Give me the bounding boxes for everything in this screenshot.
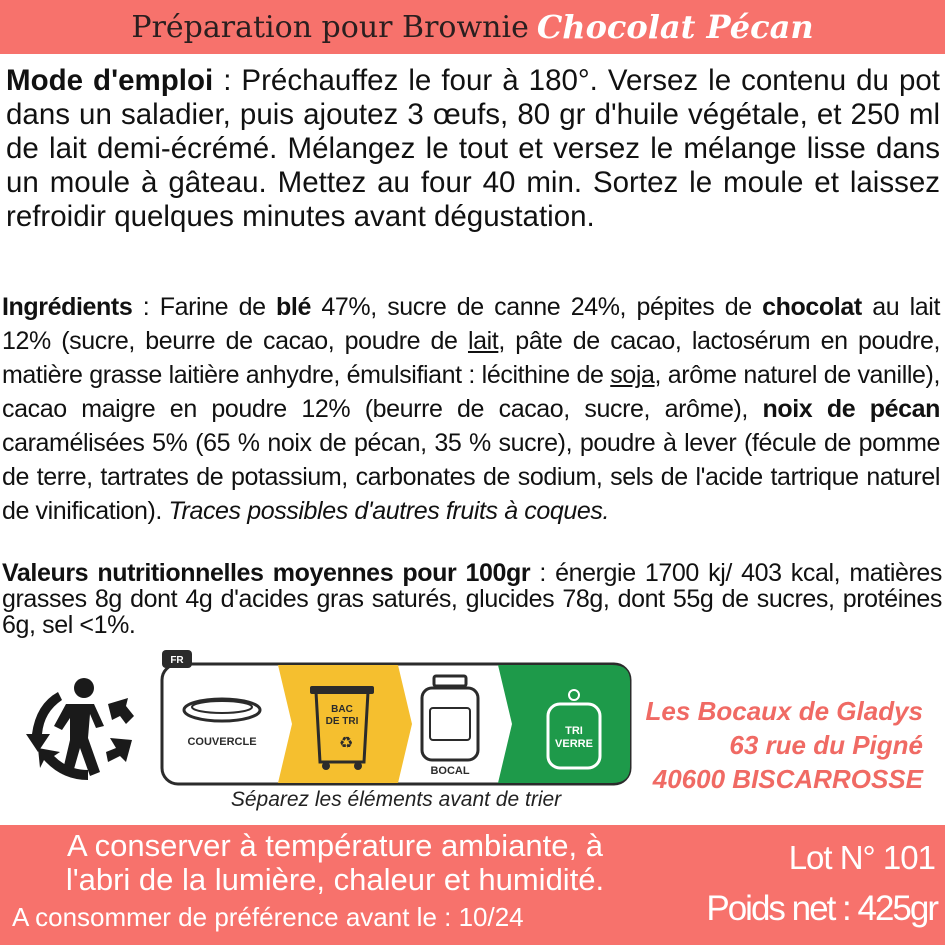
storage-line-1: A conserver à température ambiante, à [67, 828, 603, 863]
triman-recycle-icon [22, 664, 146, 788]
ingredients-text: , arôme naturel de vanille), cacao maigre en poudre 12% (beurre de cacao, sucre, arôme), [2, 361, 940, 423]
nutrition-text: : énergie 1700 kj/ 403 kcal, matières grasses 8g dont 4g d'acides gras saturés, glucides 78g, dont 55g de sucres, protéines 6g, sel <1%. [2, 559, 943, 639]
header-banner [0, 0, 945, 54]
mode-emploi-label: Mode d'emploi [6, 64, 214, 97]
allergen-soja: soja [610, 361, 655, 389]
recycle-arrows-icon: ♻ [338, 733, 354, 752]
bac-label-1: BAC [331, 704, 353, 715]
allergen-noix-pecan: noix de pécan [762, 395, 941, 423]
ingredients-paragraph [2, 290, 940, 528]
allergen-ble: blé [276, 293, 311, 321]
tri-label-2: VERRE [555, 738, 593, 750]
traces-note: Traces possibles d'autres fruits à coques. [168, 497, 610, 525]
ingredients-label: Ingrédients [2, 293, 133, 321]
nutrition-paragraph [2, 560, 942, 638]
producer-name: Les Bocaux de Gladys [645, 696, 923, 726]
producer-address [646, 694, 923, 796]
couvercle-label: COUVERCLE [187, 736, 257, 748]
nutrition-label: Valeurs nutritionnelles moyennes pour 100gr [2, 559, 531, 587]
allergen-lait: lait [467, 327, 499, 355]
storage-line-2: l'abri de la lumière, chaleur et humidité. [65, 862, 605, 897]
footer-banner [0, 825, 945, 945]
best-before: A consommer de préférence avant le : 10/24 [12, 902, 524, 932]
info-tri-strip [160, 650, 632, 786]
mode-emploi-paragraph [6, 64, 940, 234]
net-weight: Poids net : 425gr [706, 889, 937, 928]
lot-number: Lot N° 101 [788, 839, 935, 876]
ingredients-text: caramélisées 5% (65 % noix de pécan, 35 % sucre), poudre à lever (fécule de pomme de terre, tartrates de potassium, carbonates de sodium, sels de l'acide tartrique naturel de vinification). [2, 429, 940, 525]
bac-label-2: DE TRI [325, 716, 359, 727]
ingredients-text: , pâte de cacao, lactosérum en poudre, matière grasse laitière anhydre, émulsifiant : lécithine de [2, 327, 941, 389]
bocal-label: BOCAL [430, 765, 470, 777]
producer-city: 40600 BISCARROSSE [652, 764, 923, 794]
separate-note: Séparez les éléments avant de trier [230, 788, 562, 811]
ingredients-text: : Farine de [132, 293, 277, 321]
ingredients-text: 47%, sucre de canne 24%, pépites de [310, 293, 763, 321]
tri-label-1: TRI [565, 725, 583, 737]
producer-street: 63 rue du Pigné [729, 730, 923, 760]
ingredient-chocolat: chocolat [762, 293, 862, 321]
country-code: FR [170, 655, 184, 666]
tri-verre-panel [498, 665, 630, 783]
mode-emploi-text: : Préchauffez le four à 180°. Versez le contenu du pot dans un saladier, puis ajoutez 3 œufs, 80 gr d'huile végétale, et 250 ml de lait demi-écrémé. Mélangez le tout et versez le mélange lisse dans un moule à gâteau. Mettez au four 40 min. Sortez le moule et laissez refroidir quelques minutes avant dégustation. [6, 64, 940, 233]
product-title: Préparation pour Brownie [131, 9, 529, 45]
ingredients-text: au lait 12% (sucre, beurre de cacao, poudre de [2, 293, 940, 355]
storage-instructions [10, 829, 660, 897]
product-flavor: Chocolat Pécan [536, 8, 814, 46]
